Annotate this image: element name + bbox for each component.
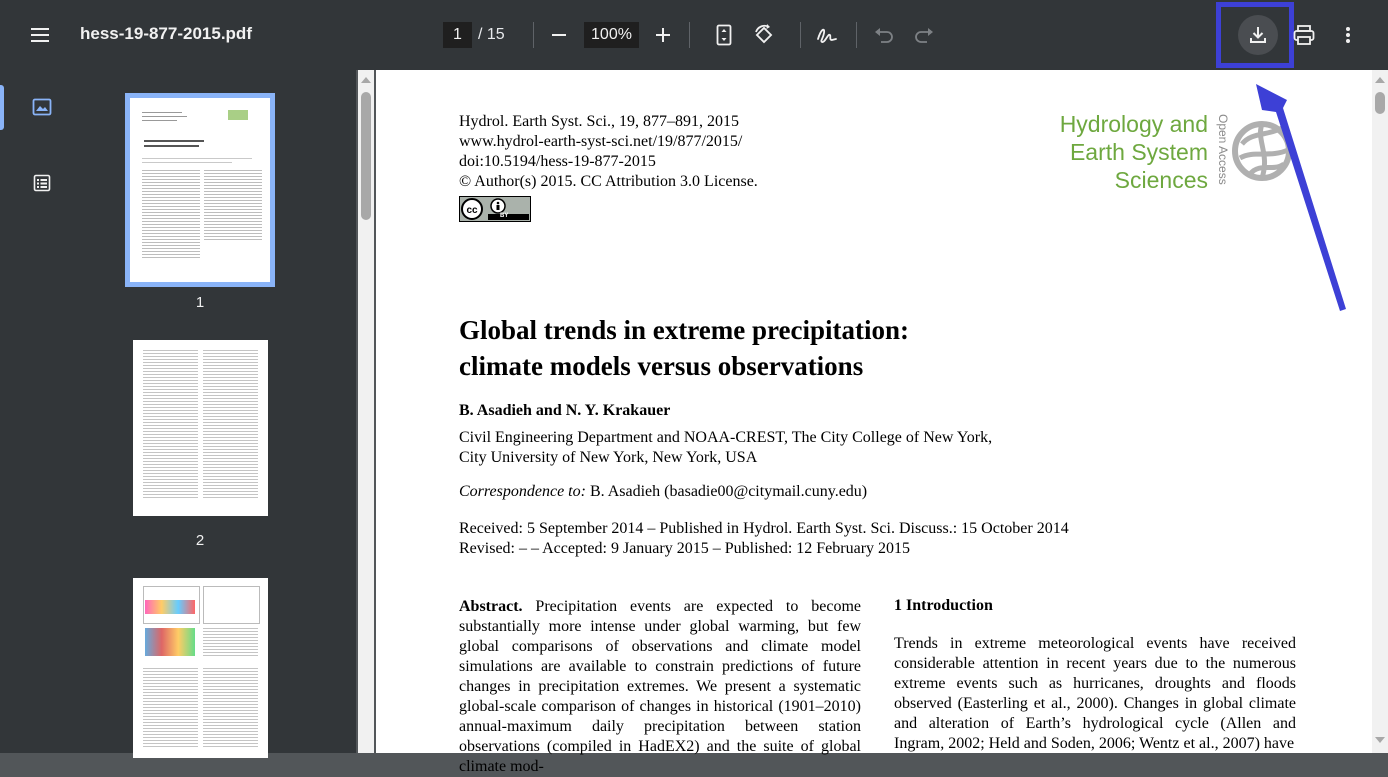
document-scrollbar-thumb[interactable] <box>1375 92 1385 114</box>
sidebar-rail <box>0 70 84 753</box>
cc-license-badge <box>459 196 531 222</box>
journal-name-line: Sciences <box>1114 167 1208 193</box>
section-heading: 1 Introduction <box>894 597 993 614</box>
page-thumbnail[interactable] <box>130 98 270 282</box>
undo-icon[interactable] <box>866 17 902 53</box>
download-icon <box>1249 26 1267 44</box>
fit-page-icon[interactable] <box>706 17 742 53</box>
document-scrollbar[interactable] <box>1372 70 1388 753</box>
toolbar-divider <box>856 22 857 48</box>
journal-name-line: Hydrology and <box>1059 111 1208 137</box>
redo-icon[interactable] <box>906 17 942 53</box>
zoom-out-icon[interactable] <box>541 17 577 53</box>
page-number-input[interactable]: 1 <box>443 22 472 48</box>
scroll-down-icon[interactable] <box>1374 736 1386 744</box>
thumbnail-page-number: 2 <box>195 532 205 549</box>
thumbnails-icon[interactable] <box>24 89 60 125</box>
abstract-text: Precipitation events are expected to become substantially more intense under global warming, but few global comparisons of observations and climate model simulations are available to constrain predictions of future changes in precipitation extremes. We present a systematic global-scale comparison of changes in historical (1901–2010) annual-maximum daily precipitation between station observations (compiled in HadEX2) and the suite of global climate mod- <box>459 598 861 775</box>
authors: B. Asadieh and N. Y. Krakauer <box>459 402 671 419</box>
page-thumbnail[interactable] <box>133 340 268 516</box>
pdf-page <box>376 70 1372 775</box>
abstract <box>459 597 861 777</box>
toolbar-divider <box>800 22 801 48</box>
journal-name <box>1060 110 1208 194</box>
license-line: © Author(s) 2015. CC Attribution 3.0 License. <box>459 173 758 190</box>
scroll-up-icon[interactable] <box>1374 76 1386 84</box>
abstract-label: Abstract. <box>459 598 523 615</box>
citation-line: Hydrol. Earth Syst. Sci., 19, 877–891, 2015 <box>459 113 739 130</box>
scroll-up-icon[interactable] <box>360 76 372 84</box>
print-icon[interactable] <box>1286 17 1322 53</box>
rail-active-indicator <box>0 85 4 130</box>
page-thumbnail[interactable] <box>133 578 268 758</box>
journal-name-line: Earth System <box>1069 139 1208 165</box>
zoom-level-input[interactable]: 100% <box>584 22 639 48</box>
affiliation-line: Civil Engineering Department and NOAA-CREST, The City College of New York, <box>459 429 993 446</box>
open-access-text: Open Access <box>1216 114 1230 185</box>
cc-badge-label: BY <box>500 213 509 219</box>
more-icon[interactable] <box>1330 17 1366 53</box>
doi-line: doi:10.5194/hess-19-877-2015 <box>459 153 656 170</box>
correspondence <box>459 483 867 501</box>
svg-text:cc: cc <box>466 205 478 216</box>
annotate-icon[interactable] <box>809 17 845 53</box>
toolbar <box>0 0 1388 70</box>
thumbnail-sidebar <box>0 70 356 753</box>
toolbar-divider <box>689 22 690 48</box>
menu-icon[interactable] <box>22 17 58 53</box>
affiliation-line: City University of New York, New York, USA <box>459 449 758 466</box>
url-line: www.hydrol-earth-syst-sci.net/19/877/2015/ <box>459 133 743 150</box>
received-line: Received: 5 September 2014 – Published in Hydrol. Earth Syst. Sci. Discuss.: 15 October 2014 <box>459 520 1069 537</box>
correspondence-text: B. Asadieh (basadie00@citymail.cuny.edu) <box>585 483 868 500</box>
thumbnail-page-number: 1 <box>195 294 205 311</box>
revised-line: Revised: – – Accepted: 9 January 2015 – Published: 12 February 2015 <box>459 540 911 557</box>
paper-title-line: Global trends in extreme precipitation: <box>459 315 909 345</box>
sidebar-scrollbar-thumb[interactable] <box>361 92 371 220</box>
outline-icon[interactable] <box>24 165 60 201</box>
paper-title-line: climate models versus observations <box>459 351 864 381</box>
toolbar-divider <box>533 22 534 48</box>
journal-logo-icon <box>1232 114 1298 188</box>
download-button[interactable] <box>1238 15 1278 55</box>
page-total: / 15 <box>478 26 505 43</box>
open-access-label <box>1214 114 1234 188</box>
rotate-icon[interactable] <box>746 17 782 53</box>
zoom-in-icon[interactable] <box>645 17 681 53</box>
correspondence-label: Correspondence to: <box>459 483 586 500</box>
introduction-text: Trends in extreme meteorological events have received considerable attention in recent years due to the numerous extreme events such as hurricanes, droughts and floods observed (Easterling et al., 2000). Changes in global climate and alteration of Earth’s hydrological cycle (Allen and Ingram, 2002; Held and Soden, 2006; Wentz et al., 2007) have <box>894 635 1296 752</box>
document-title: hess-19-877-2015.pdf <box>80 24 252 43</box>
